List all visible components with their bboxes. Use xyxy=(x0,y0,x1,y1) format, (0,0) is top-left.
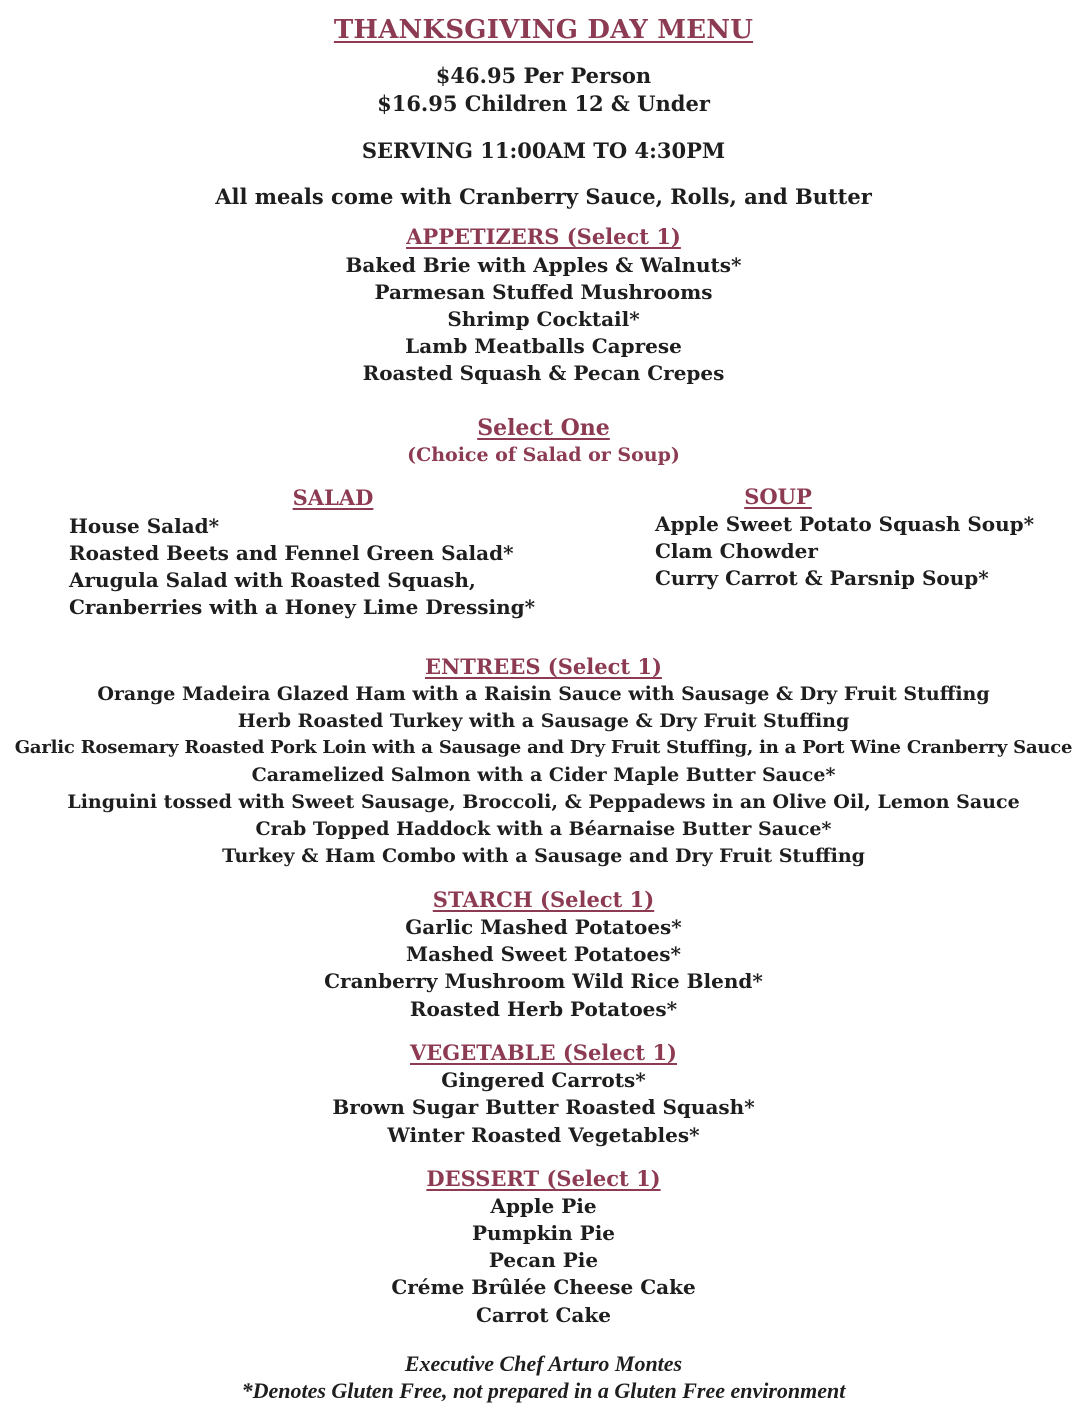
dessert-item: Carrot Cake xyxy=(476,1303,611,1327)
salad-item: Arugula Salad with Roasted Squash, xyxy=(69,568,476,592)
dessert-item: Créme Brûlée Cheese Cake xyxy=(391,1275,696,1299)
entree-item: Turkey & Ham Combo with a Sausage and Dry Fruit Stuffing xyxy=(222,845,865,867)
salad-item: Cranberries with a Honey Lime Dressing* xyxy=(69,595,536,619)
entree-item: Herb Roasted Turkey with a Sausage & Dry Fruit Stuffing xyxy=(237,710,850,732)
appetizer-item: Baked Brie with Apples & Walnuts* xyxy=(345,253,742,277)
dessert-item: Pumpkin Pie xyxy=(471,1221,616,1245)
chef-credit: Executive Chef Arturo Montes xyxy=(404,1351,683,1376)
soup-item: Clam Chowder xyxy=(655,539,818,563)
price-adult: $46.95 Per Person xyxy=(435,63,652,88)
salad-list xyxy=(69,513,535,621)
vegetable-item: Winter Roasted Vegetables* xyxy=(387,1123,700,1147)
menu-title: THANKSGIVING DAY MENU xyxy=(333,15,754,45)
salad-item: House Salad* xyxy=(69,514,220,538)
starch-item: Mashed Sweet Potatoes* xyxy=(406,942,681,966)
dessert-heading: DESSERT (Select 1) xyxy=(426,1166,661,1191)
included-items-note: All meals come with Cranberry Sauce, Rolls, and Butter xyxy=(215,184,872,209)
entrees-heading: ENTREES (Select 1) xyxy=(425,654,662,679)
dessert-item: Apple Pie xyxy=(490,1194,597,1218)
price-child: $16.95 Children 12 & Under xyxy=(377,91,710,116)
select-one-subheading: (Choice of Salad or Soup) xyxy=(407,444,680,466)
entree-item: Linguini tossed with Sweet Sausage, Broccoli, & Peppadews in an Olive Oil, Lemon Sauce xyxy=(67,791,1020,813)
starch-item: Roasted Herb Potatoes* xyxy=(409,997,678,1021)
starch-item: Cranberry Mushroom Wild Rice Blend* xyxy=(324,969,763,993)
dessert-item: Pecan Pie xyxy=(488,1248,599,1272)
entree-item: Garlic Rosemary Roasted Pork Loin with a Sausage and Dry Fruit Stuffing, in a Port Wine Cranberry Sauce xyxy=(14,737,1073,758)
entree-item: Crab Topped Haddock with a Béarnaise Butter Sauce* xyxy=(255,818,832,840)
soup-item: Apple Sweet Potato Squash Soup* xyxy=(655,512,1035,536)
salad-heading: SALAD xyxy=(292,485,374,510)
vegetable-item: Gingered Carrots* xyxy=(441,1068,646,1092)
vegetable-item: Brown Sugar Butter Roasted Squash* xyxy=(332,1095,755,1119)
entree-item: Orange Madeira Glazed Ham with a Raisin Sauce with Sausage & Dry Fruit Stuffing xyxy=(97,683,990,705)
vegetable-heading: VEGETABLE (Select 1) xyxy=(410,1040,677,1065)
salad-item: Roasted Beets and Fennel Green Salad* xyxy=(69,541,514,565)
serving-hours: SERVING 11:00AM TO 4:30PM xyxy=(361,138,726,163)
select-one-heading: Select One xyxy=(477,415,610,441)
appetizer-item: Lamb Meatballs Caprese xyxy=(405,334,682,358)
starch-heading: STARCH (Select 1) xyxy=(432,887,655,912)
soup-list xyxy=(655,511,1034,592)
appetizers-heading: APPETIZERS (Select 1) xyxy=(406,224,681,249)
appetizer-item: Parmesan Stuffed Mushrooms xyxy=(374,280,713,304)
soup-heading: SOUP xyxy=(744,484,812,509)
appetizer-item: Shrimp Cocktail* xyxy=(447,307,640,331)
gluten-free-note: *Denotes Gluten Free, not prepared in a Gluten Free environment xyxy=(241,1378,846,1403)
starch-item: Garlic Mashed Potatoes* xyxy=(405,915,682,939)
soup-item: Curry Carrot & Parsnip Soup* xyxy=(655,566,989,590)
appetizer-item: Roasted Squash & Pecan Crepes xyxy=(362,361,725,385)
entree-item: Caramelized Salmon with a Cider Maple Butter Sauce* xyxy=(251,764,836,786)
